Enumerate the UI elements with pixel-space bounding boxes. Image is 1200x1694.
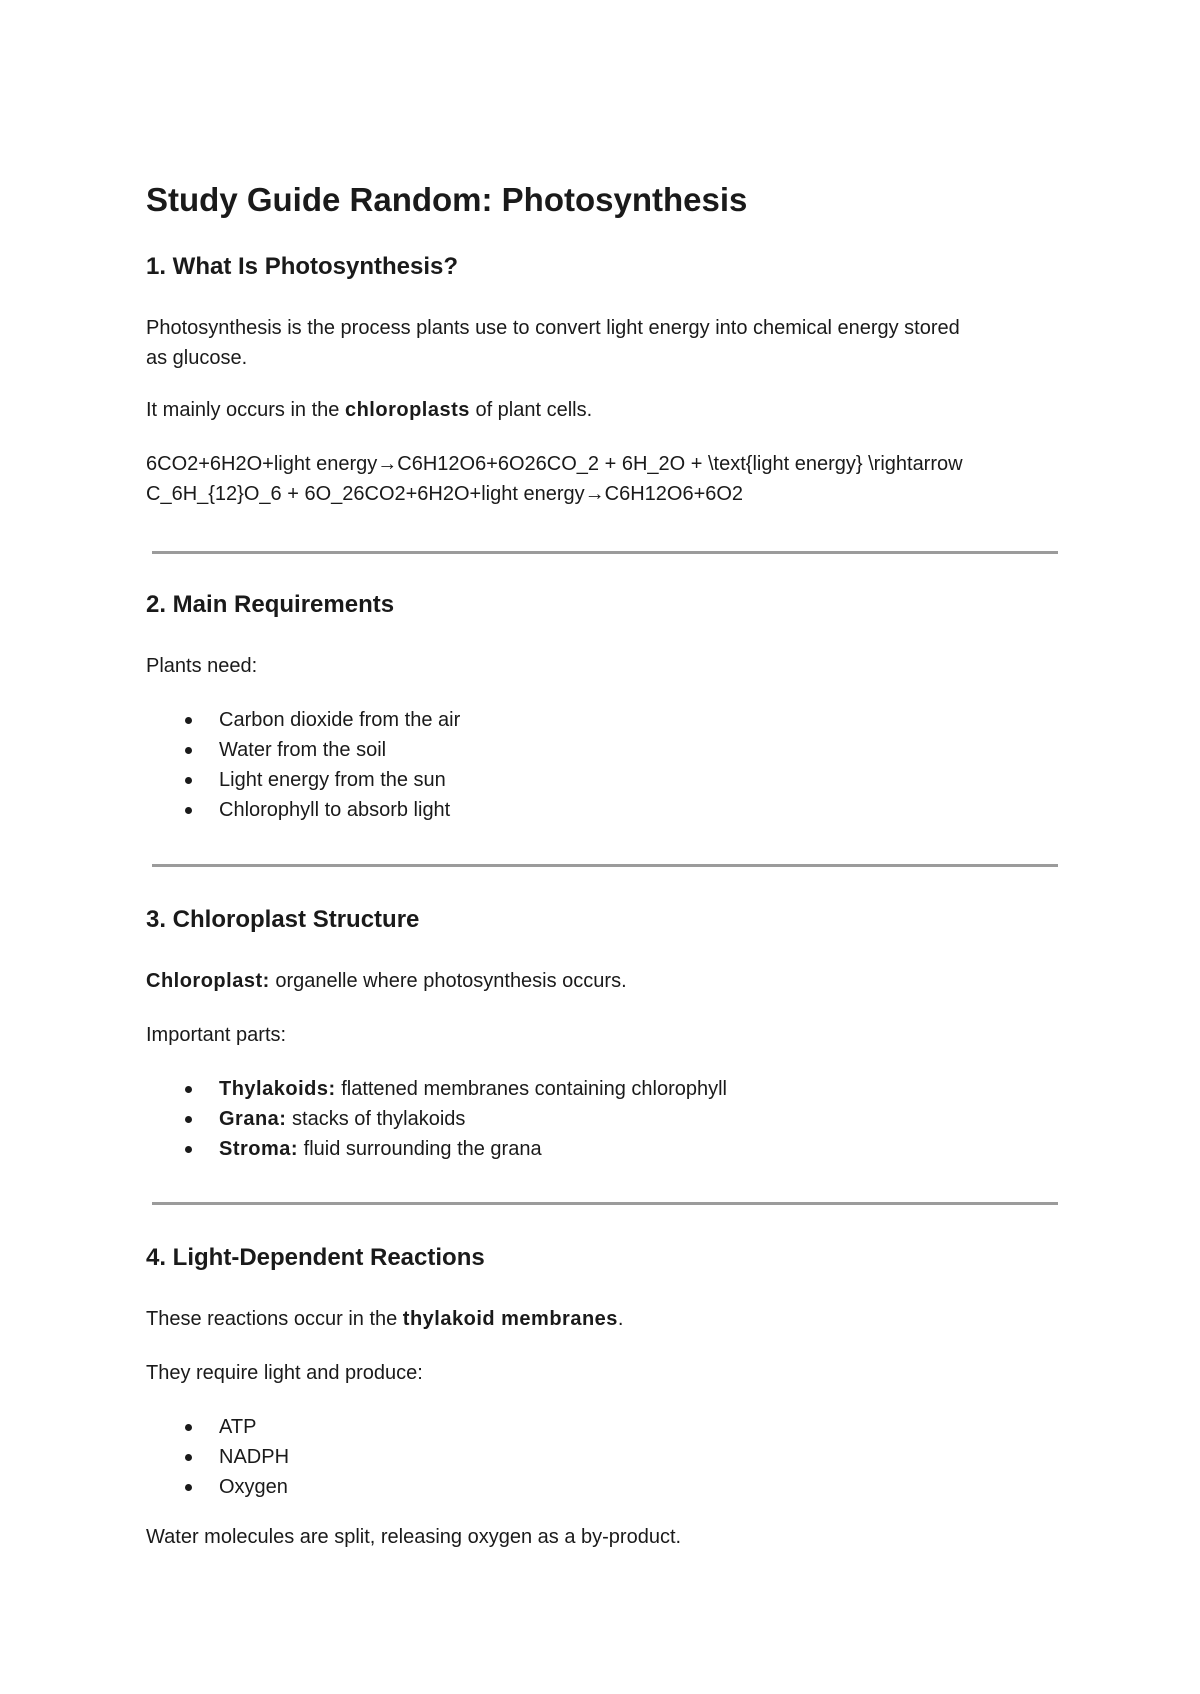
equation-paragraph [146,449,1066,509]
paragraph-text: Water molecules are split, releasing oxygen as a by-product. [146,1526,682,1548]
section-heading: 1. What Is Photosynthesis? [146,253,459,280]
definition-paragraph [146,313,1066,373]
location-paragraph [146,395,1066,425]
list-item: Carbon dioxide from the air [146,705,1066,735]
list-item-text: flattened membranes containing chlorophyll [335,1078,727,1100]
list-item-text: stacks of thylakoids [286,1108,466,1130]
section-chloroplast-structure [146,905,1066,935]
requirements-list [146,705,1066,825]
water-splitting-paragraph [146,1522,1066,1552]
list-item: ATP [146,1412,1066,1442]
products-list [146,1412,1066,1502]
horizontal-divider [152,1202,1058,1205]
paragraph-text: of plant cells. [469,399,593,421]
list-item-text: fluid surrounding the grana [298,1138,542,1160]
requirements-intro [146,651,1066,681]
paragraph-text: It mainly occurs in the [146,399,345,421]
section-heading: 4. Light-Dependent Reactions [146,1244,485,1271]
paragraph-line: as glucose. [146,347,248,369]
horizontal-divider [152,551,1058,554]
paragraph-text: Plants need: [146,655,258,677]
equation-line: 6CO2+6H2O+light energy→C6H12O6+6O26CO_2 + 6H_2O + \text{light energy} \rightarrow [146,453,963,475]
list-item: Light energy from the sun [146,765,1066,795]
paragraph-text: . [617,1308,624,1330]
list-item [146,1104,1066,1134]
list-item: Chlorophyll to absorb light [146,795,1066,825]
section-heading: 2. Main Requirements [146,591,395,618]
section-light-dependent-reactions [146,1243,1066,1273]
section-heading: 3. Chloroplast Structure [146,906,420,933]
list-item: Water from the soil [146,735,1066,765]
list-item [146,1134,1066,1164]
bold-term: Thylakoids: [219,1078,336,1100]
bold-term: Grana: [219,1108,287,1130]
parts-list [146,1074,1066,1164]
horizontal-divider [152,864,1058,867]
paragraph-text: They require light and produce: [146,1362,423,1384]
equation-line: C_6H_{12}O_6 + 6O_26CO2+6H2O+light energy→C6H12O6+6O2 [146,483,744,505]
bold-term: thylakoid membranes [402,1308,618,1330]
list-item: Oxygen [146,1472,1066,1502]
paragraph-text: Important parts: [146,1024,287,1046]
chloroplast-definition [146,966,1066,996]
list-item [146,1074,1066,1104]
paragraph-text: organelle where photosynthesis occurs. [269,970,627,992]
list-item: NADPH [146,1442,1066,1472]
parts-intro [146,1020,1066,1050]
bold-term: Chloroplast: [146,970,270,992]
bold-term: chloroplasts [344,399,470,421]
reactions-location [146,1304,1066,1334]
reactions-products-intro [146,1358,1066,1388]
bold-term: Stroma: [219,1138,299,1160]
section-what-is-photosynthesis [146,252,1066,282]
paragraph-text: These reactions occur in the [146,1308,403,1330]
document-title: Study Guide Random: Photosynthesis [146,181,748,218]
section-main-requirements [146,590,1066,620]
paragraph-line: Photosynthesis is the process plants use to convert light energy into chemical energy stored [146,317,960,339]
